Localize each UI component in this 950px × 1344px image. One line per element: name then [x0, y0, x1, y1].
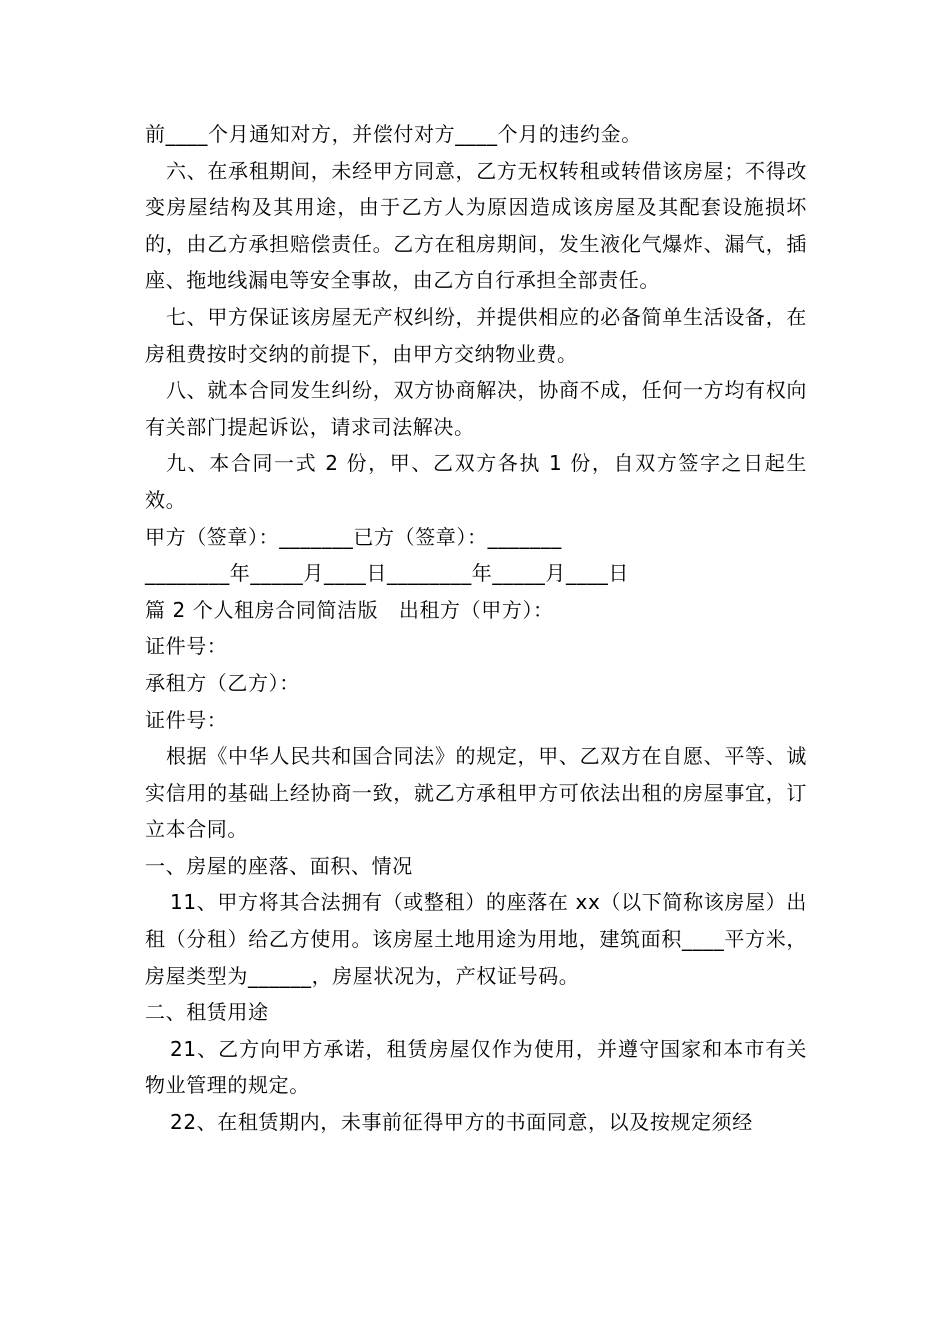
paragraph-penalty-notice: 前____个月通知对方，并偿付对方____个月的违约金。	[145, 122, 642, 146]
lessor-id-label: 证件号：	[145, 634, 228, 659]
heading-house-location: 一、房屋的座落、面积、情况	[145, 853, 413, 878]
paragraph-preamble: 根据《中华人民共和国合同法》的规定，甲、乙双方在自愿、平等、诚实信用的基础上经协商一致，就乙方承租甲方可依法出租的房屋事宜，订立本合同。	[145, 744, 807, 842]
paragraph-clause-7: 七、甲方保证该房屋无产权纠纷，并提供相应的必备简单生活设备，在房租费按时交纳的前提下，由甲方交纳物业费。	[145, 304, 807, 366]
paragraph-clause-6: 六、在承租期间，未经甲方同意，乙方无权转租或转借该房屋；不得改变房屋结构及其用途，由于乙方人为原因造成该房屋及其配套设施损坏的，由乙方承担赔偿责任。乙方在租房期间，发生液化气爆炸、漏气，插座、拖地线漏电等安全事故，由乙方自行承担全部责任。	[145, 158, 807, 293]
lessee-label: 承租方（乙方）：	[145, 670, 300, 695]
heading-lease-purpose: 二、租赁用途	[145, 1000, 269, 1025]
section-heading-contract-2: 篇 2 个人租房合同简洁版 出租方（甲方）：	[145, 597, 554, 622]
paragraph-clause-11: 11、甲方将其合法拥有（或整租）的座落在 xx（以下简称该房屋）出租（分租）给乙方使用。该房屋土地用途为用地，建筑面积____平方米，房屋类型为______，房屋状况为，产权证号码。	[145, 890, 807, 988]
paragraph-clause-21: 21、乙方向甲方承诺，租赁房屋仅作为使用，并遵守国家和本市有关物业管理的规定。	[145, 1036, 807, 1098]
paragraph-clause-22: 22、在租赁期内，未事前征得甲方的书面同意，以及按规定须经	[170, 1110, 753, 1135]
paragraph-clause-9: 九、本合同一式 2 份，甲、乙双方各执 1 份，自双方签字之日起生效。	[145, 451, 807, 512]
document-body	[145, 116, 807, 1141]
date-line: ________年_____月____日________年_____月____日	[145, 561, 629, 586]
paragraph-clause-8: 八、就本合同发生纠纷，双方协商解决，协商不成，任何一方均有权向有关部门提起诉讼，请求司法解决。	[145, 378, 807, 439]
signature-line: 甲方（签章）：_______已方（签章）：_______	[145, 524, 562, 549]
lessee-id-label: 证件号：	[145, 707, 228, 732]
